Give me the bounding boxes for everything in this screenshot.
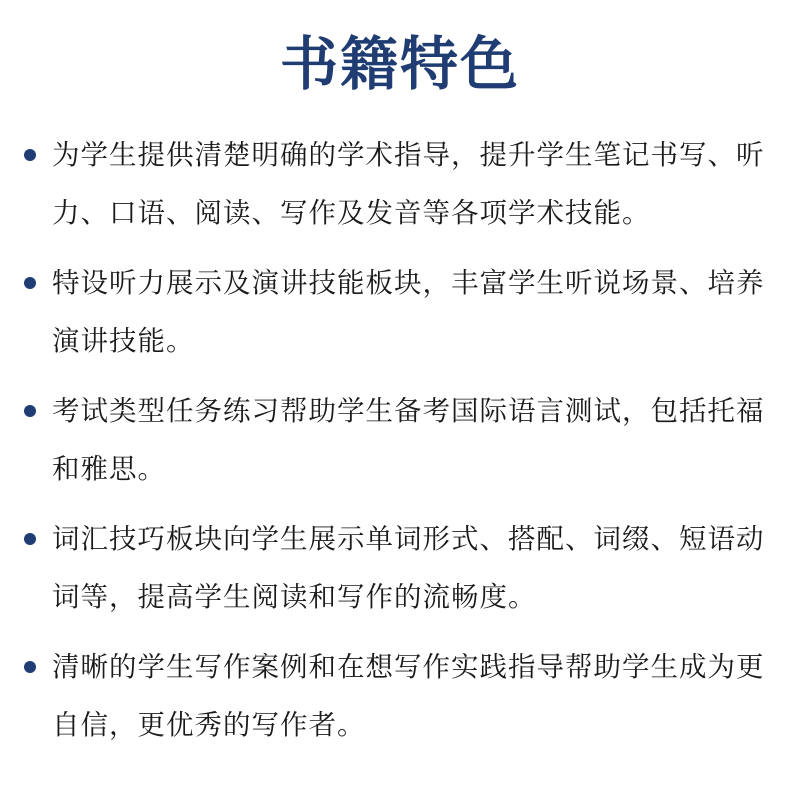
feature-item [0,126,800,242]
page-title: 书籍特色 [279,30,520,98]
feature-list [0,126,800,766]
bullet-icon [24,533,36,545]
bullet-icon [24,149,36,161]
bullet-icon [24,661,36,673]
feature-text: 为学生提供清楚明确的学术指导，提升学生笔记书写、听力、口语、阅读、写作及发音等各项学术技能。 [52,139,765,229]
bullet-icon [24,405,36,417]
feature-item [0,254,800,370]
feature-text: 特设听力展示及演讲技能板块，丰富学生听说场景、培养演讲技能。 [52,267,765,357]
feature-text: 词汇技巧板块向学生展示单词形式、搭配、词缀、短语动词等，提高学生阅读和写作的流畅度。 [52,523,765,613]
feature-item [0,510,800,626]
bullet-icon [24,277,36,289]
feature-text: 考试类型任务练习帮助学生备考国际语言测试，包括托福和雅思。 [52,395,765,485]
feature-text: 清晰的学生写作案例和在想写作实践指导帮助学生成为更自信，更优秀的写作者。 [52,651,765,741]
feature-item [0,382,800,498]
feature-item [0,638,800,754]
